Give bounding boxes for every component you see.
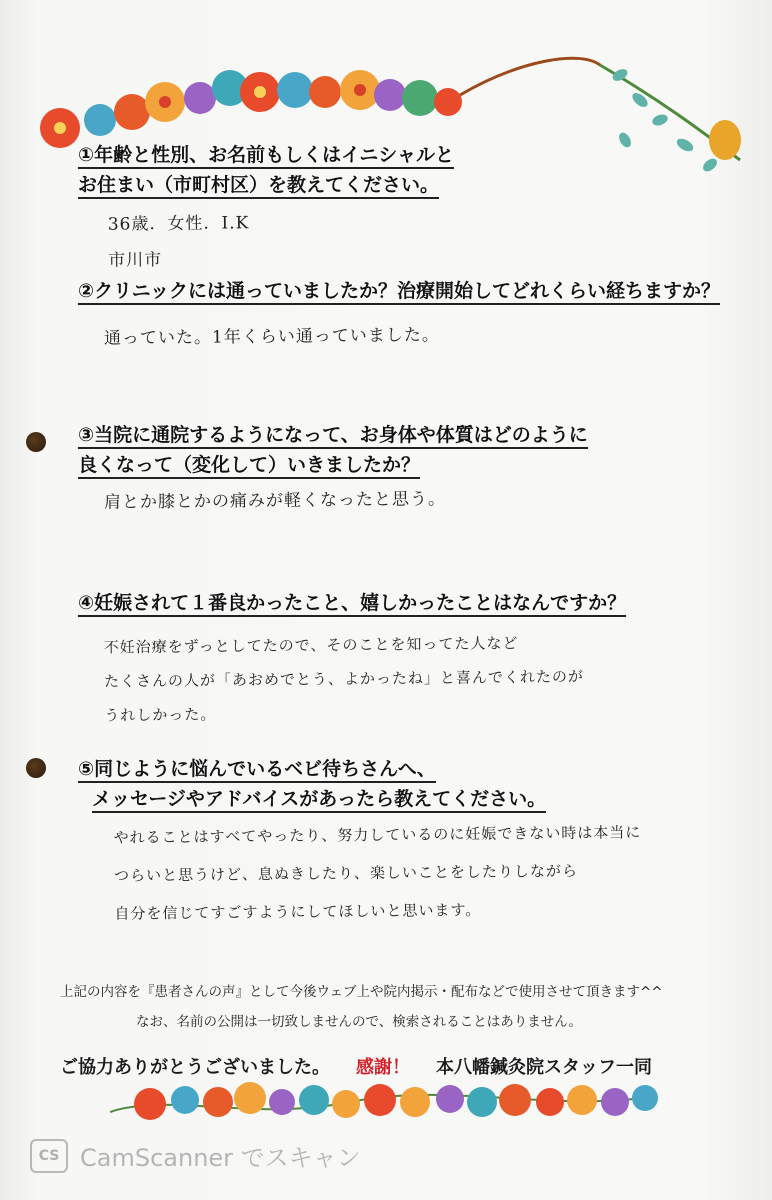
question-text: ④妊娠されて１番良かったこと、嬉しかったことはなんですか？: [78, 592, 626, 617]
question-text: ②クリニックには通っていましたか？治療開始してどれくらい経ちますか？: [78, 280, 720, 305]
hole-punch-mark: [26, 758, 46, 778]
answer-text: やれることはすべてやったり、努力しているのに妊娠できない時は本当に: [113, 823, 642, 847]
answer-text: たくさんの人が「あおめでとう、よかったね」と喜んでくれたのが: [103, 667, 585, 691]
camscanner-watermark: [30, 1138, 361, 1173]
question-2: [78, 276, 720, 306]
camscanner-text: CamScanner でスキャン: [80, 1144, 361, 1172]
question-1: [78, 140, 454, 200]
answer-text: 不妊治療をずっとしてたので、そのことを知ってた人など: [103, 634, 519, 657]
staff-signature: 本八幡鍼灸院スタッフ一同: [436, 1057, 652, 1078]
question-3: [78, 420, 588, 480]
flower-garland-bottom: [110, 1072, 670, 1132]
question-text: ⑤同じように悩んでいるベビ待ちさんへ、: [78, 758, 436, 783]
question-text: ③当院に通院するようになって、お身体や体質はどのように: [78, 424, 588, 449]
answer-text: 市川市: [108, 250, 163, 271]
answer-text: 自分を信じてすごすようにしてほしいと思います。: [114, 900, 482, 923]
usage-notice: 上記の内容を『患者さんの声』として今後ウェブ上や院内掲示・配布などで使用させて頂きます^^: [60, 984, 663, 1000]
privacy-notice: なお、名前の公開は一切致しませんので、検索されることはありません。: [136, 1014, 583, 1030]
question-text: メッセージやアドバイスがあったら教えてください。: [92, 788, 546, 813]
question-text: 良くなって（変化して）いきましたか？: [78, 454, 420, 479]
question-5: [78, 754, 546, 814]
answer-text: つらいと思うけど、息ぬきしたり、楽しいことをしたりしながら: [113, 861, 579, 885]
camscanner-logo-icon: CS: [30, 1139, 68, 1173]
answer-text: うれしかった。: [104, 705, 217, 725]
answer-3: [104, 484, 446, 518]
hole-punch-mark: [26, 432, 46, 452]
thanks-highlight: 感謝！: [356, 1057, 410, 1078]
question-text: お住まい（市町村区）を教えてください。: [78, 174, 439, 199]
answer-text: 36歳．女性．I.K: [107, 213, 250, 235]
answer-1: [108, 205, 250, 278]
thanks-text: ご協力ありがとうございました。: [60, 1057, 330, 1078]
question-text: ①年齢と性別、お名前もしくはイニシャルと: [78, 144, 454, 169]
answer-5: [113, 813, 642, 933]
answer-text: 通っていた。1年くらい通っていました。: [103, 325, 440, 349]
question-4: [78, 588, 626, 618]
answer-2: [104, 320, 440, 354]
answer-text: 肩とか膝とかの痛みが軽くなったと思う。: [103, 489, 447, 513]
answer-4: [103, 625, 584, 732]
